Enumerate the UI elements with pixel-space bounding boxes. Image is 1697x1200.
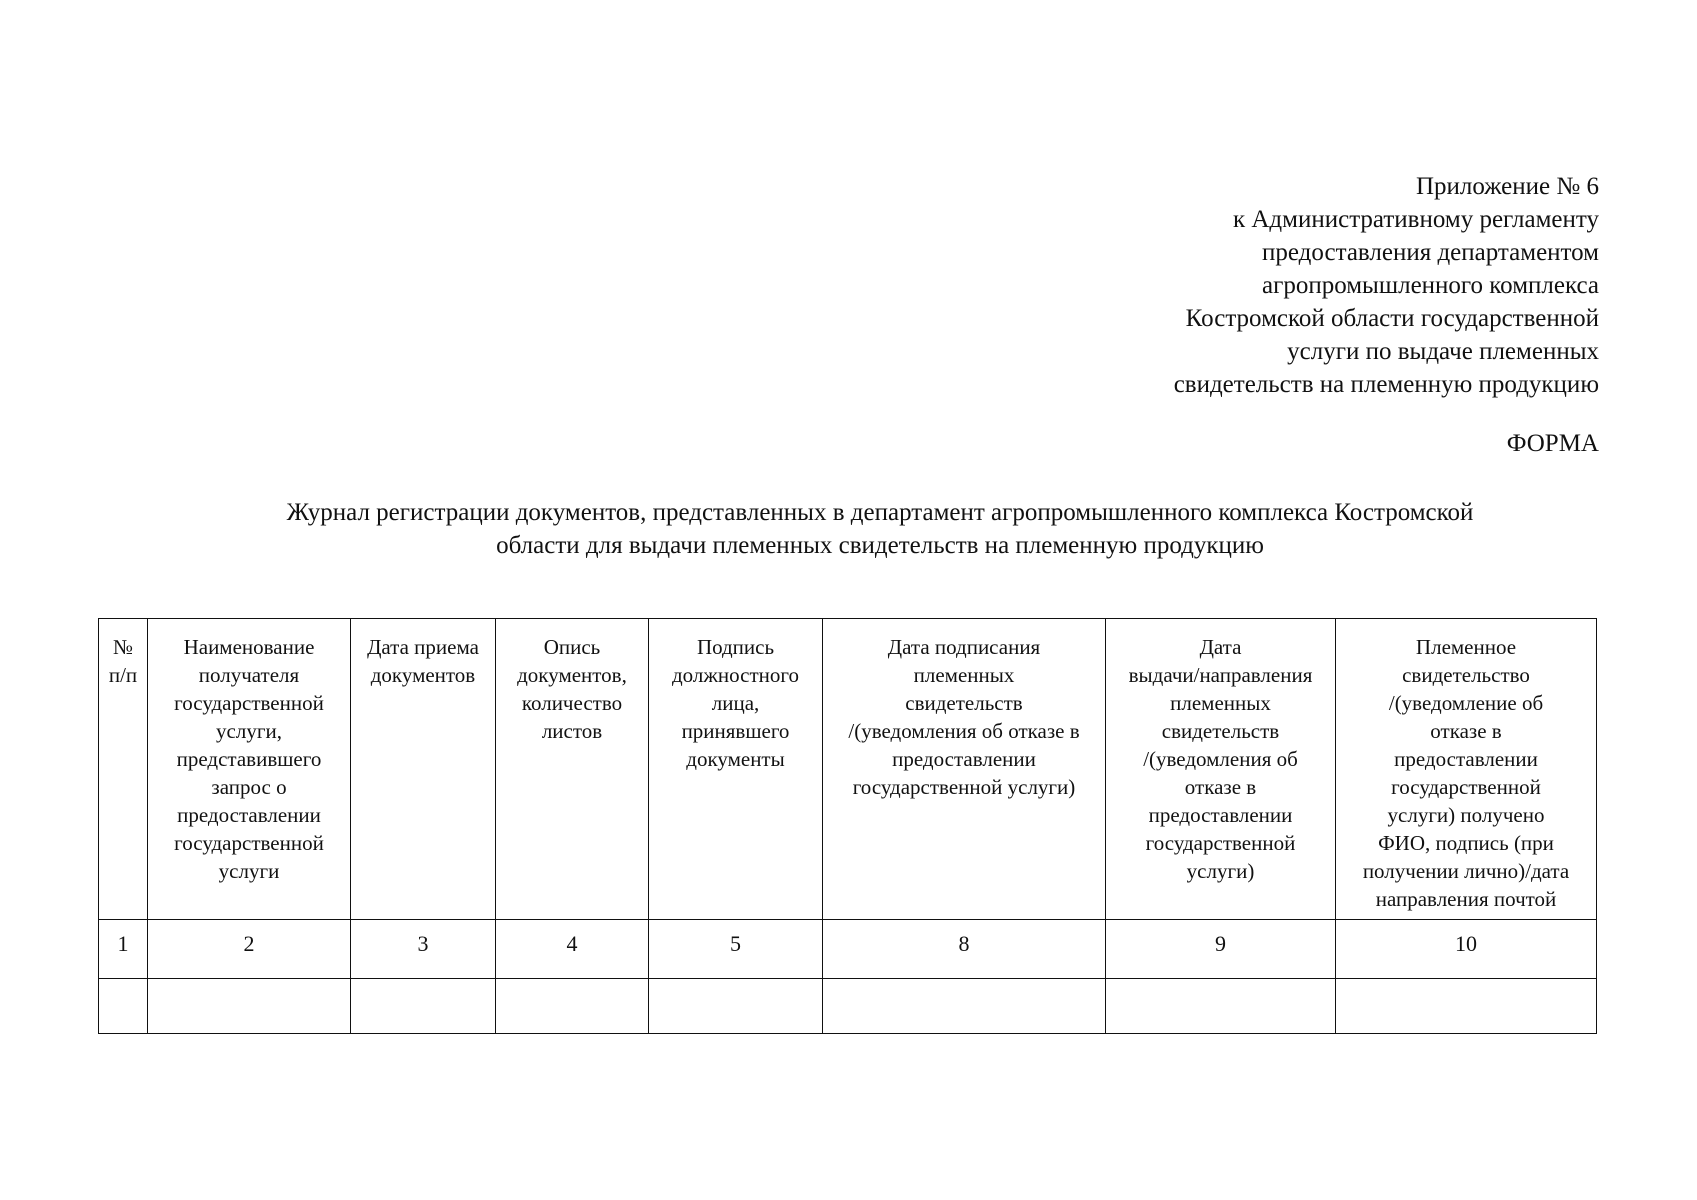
- column-header-line: услуги: [218, 859, 280, 883]
- column-number-cell: 10: [1336, 920, 1597, 979]
- column-header-line: лица,: [711, 691, 760, 715]
- column-header-line: Наименование: [183, 635, 315, 659]
- column-header-line: Дата приема: [367, 635, 479, 659]
- column-header-line: Подпись: [696, 635, 775, 659]
- column-header-line: п/п: [108, 663, 138, 687]
- column-header-line: ФИО, подпись (при: [1378, 831, 1554, 855]
- column-header-line: Дата: [1199, 635, 1242, 659]
- journal-table: [98, 618, 1597, 1034]
- column-header-line: племенных: [1170, 691, 1271, 715]
- column-header-line: документы: [686, 747, 785, 771]
- column-number-row: [99, 920, 1597, 979]
- column-header: [1106, 619, 1336, 920]
- column-header-line: государственной услуги): [852, 775, 1076, 799]
- appendix-line: агропромышленного комплекса: [1261, 272, 1599, 299]
- column-number-cell: 8: [823, 920, 1106, 979]
- column-number-cell: 5: [649, 920, 823, 979]
- empty-entry-cell: [649, 979, 823, 1034]
- column-header-line: /(уведомления об: [1143, 747, 1298, 771]
- column-header: [148, 619, 351, 920]
- column-header-line: /(уведомление об: [1388, 691, 1544, 715]
- column-header-line: предоставлении: [1148, 803, 1293, 827]
- column-number-cell: 1: [99, 920, 148, 979]
- column-header-line: услуги) получено: [1387, 803, 1545, 827]
- column-header-line: должностного: [672, 663, 799, 687]
- column-header-line: отказе в: [1430, 719, 1502, 743]
- column-header-line: свидетельств: [905, 691, 1023, 715]
- column-header-line: свидетельство: [1402, 663, 1530, 687]
- column-header-line: направления почтой: [1375, 887, 1557, 911]
- column-header-line: /(уведомления об отказе в: [848, 719, 1080, 743]
- column-header-line: государственной: [174, 831, 324, 855]
- column-header: [1336, 619, 1597, 920]
- column-header-line: услуги,: [216, 719, 282, 743]
- empty-entry-cell: [1106, 979, 1336, 1034]
- column-header-line: документов: [370, 663, 476, 687]
- column-number-cell: 3: [351, 920, 496, 979]
- column-header-line: государственной: [1145, 831, 1296, 855]
- journal-title-line: области для выдачи племенных свидетельств на племенную продукцию: [496, 532, 1264, 559]
- appendix-block: [979, 170, 1599, 401]
- column-header-line: Племенное: [1415, 635, 1517, 659]
- empty-entry-cell: [823, 979, 1106, 1034]
- appendix-line: Приложение № 6: [1415, 173, 1599, 200]
- column-header-line: отказе в: [1184, 775, 1257, 799]
- appendix-line: услуги по выдаче племенных: [1287, 338, 1599, 365]
- empty-entry-cell: [496, 979, 649, 1034]
- column-header: [649, 619, 823, 920]
- table-header-row: [99, 619, 1597, 920]
- column-header: [496, 619, 649, 920]
- column-header-line: запрос о: [211, 775, 287, 799]
- column-header: [351, 619, 496, 920]
- column-header: [823, 619, 1106, 920]
- column-number-cell: 4: [496, 920, 649, 979]
- empty-entry-cell: [1336, 979, 1597, 1034]
- column-header-line: №: [112, 635, 134, 659]
- appendix-line: Костромской области государственной: [1185, 305, 1599, 332]
- column-header-line: получателя: [198, 663, 300, 687]
- column-header-line: государственной: [174, 691, 324, 715]
- appendix-line: к Административному регламенту: [1232, 206, 1599, 233]
- column-number-cell: 2: [148, 920, 351, 979]
- appendix-line: свидетельств на племенную продукцию: [1173, 371, 1599, 398]
- empty-entry-row: [99, 979, 1597, 1034]
- column-header-line: документов,: [517, 663, 627, 687]
- column-number-cell: 9: [1106, 920, 1336, 979]
- column-header-line: Дата подписания: [887, 635, 1041, 659]
- empty-entry-cell: [99, 979, 148, 1034]
- column-header-line: предоставлении: [177, 803, 321, 827]
- journal-title-line: Журнал регистрации документов, представленных в департамент агропромышленного комплекса Костромской: [286, 499, 1474, 526]
- empty-entry-cell: [351, 979, 496, 1034]
- column-header-line: листов: [541, 719, 603, 743]
- form-label: ФОРМА: [1506, 430, 1599, 457]
- journal-title: [140, 496, 1620, 562]
- column-header-line: получении лично)/дата: [1362, 859, 1570, 883]
- column-header-line: свидетельств: [1161, 719, 1280, 743]
- column-header-line: Опись: [543, 635, 601, 659]
- column-header-line: племенных: [913, 663, 1015, 687]
- column-header-line: принявшего: [681, 719, 790, 743]
- column-header-line: предоставлении: [892, 747, 1036, 771]
- column-header-line: количество: [521, 691, 623, 715]
- column-header-line: услуги): [1186, 859, 1255, 883]
- empty-entry-cell: [148, 979, 351, 1034]
- column-header-line: предоставлении: [1394, 747, 1538, 771]
- column-header-line: представившего: [176, 747, 322, 771]
- column-header: [99, 619, 148, 920]
- appendix-line: предоставления департаментом: [1262, 239, 1599, 266]
- column-header-line: выдачи/направления: [1128, 663, 1313, 687]
- column-header-line: государственной: [1391, 775, 1541, 799]
